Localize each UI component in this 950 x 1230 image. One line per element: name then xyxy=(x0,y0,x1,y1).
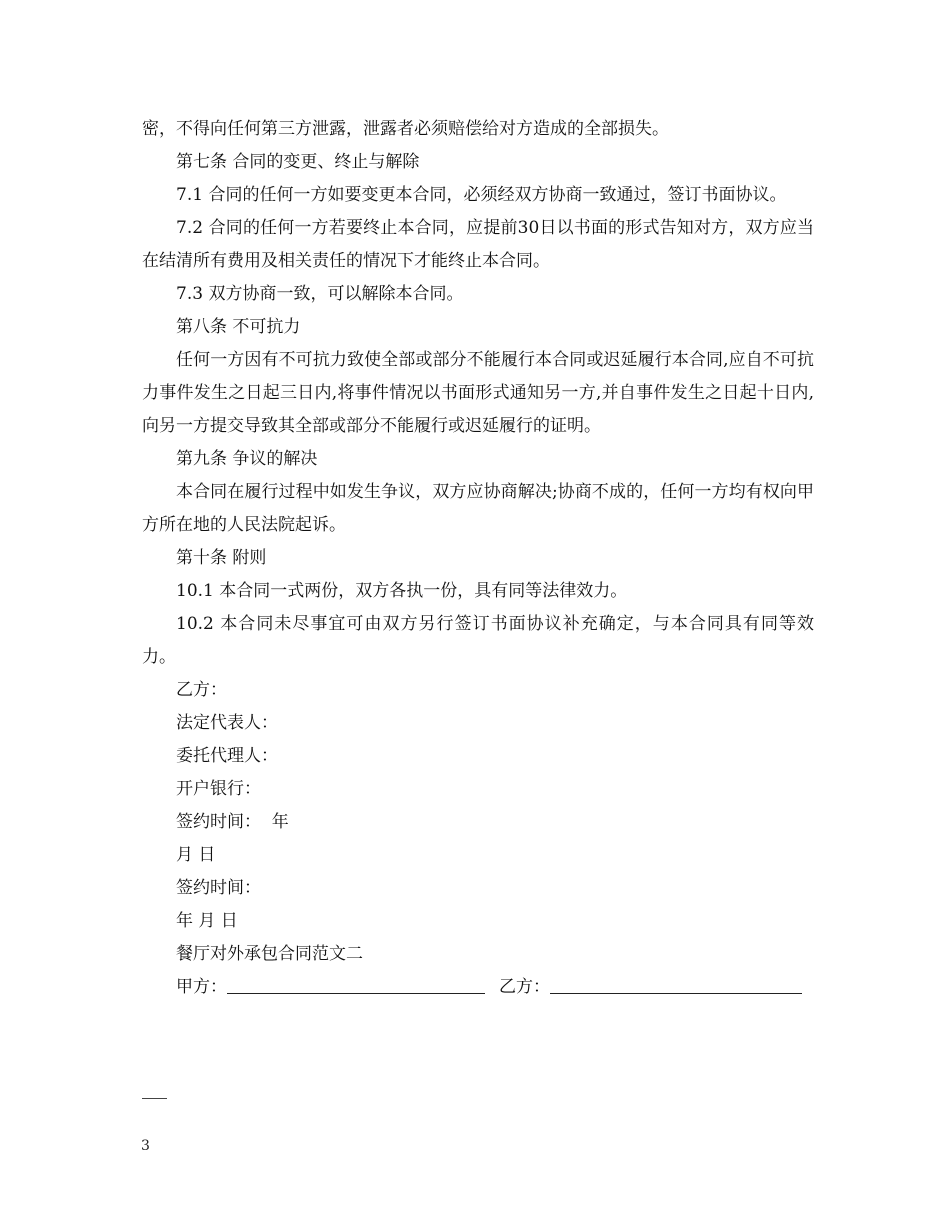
field-signing-time: 签约时间： 年 xyxy=(176,812,289,832)
document-body xyxy=(142,113,814,1004)
field-authorized-agent: 委托代理人： xyxy=(176,746,278,766)
clause-10-2: 10.2 本合同未尽事宜可由双方另行签订书面协议补充确定，与本合同具有同等效力。 xyxy=(142,614,814,667)
heading-sample-two: 餐厅对外承包合同范文二 xyxy=(176,944,363,964)
field-signing-time-2: 签约时间： xyxy=(176,878,261,898)
heading-article-10: 第十条 附则 xyxy=(176,548,267,568)
clause-7-1: 7.1 合同的任何一方如要变更本合同，必须经双方协商一致通过，签订书面协议。 xyxy=(176,185,787,205)
field-legal-representative: 法定代表人： xyxy=(176,713,278,733)
clause-7-3: 7.3 双方协商一致，可以解除本合同。 xyxy=(176,284,464,304)
heading-article-7: 第七条 合同的变更、终止与解除 xyxy=(176,152,420,172)
paragraph-continued-confidentiality: 密，不得向任何第三方泄露，泄露者必须赔偿给对方造成的全部损失。 xyxy=(142,119,669,139)
heading-article-9: 第九条 争议的解决 xyxy=(176,449,318,469)
paragraph-force-majeure: 任何一方因有不可抗力致使全部或部分不能履行本合同或迟延履行本合同,应自不可抗力事件发生之日起三日内,将事件情况以书面形式通知另一方,并自事件发生之日起十日内,向另一方提交导致其全部或部分不能履行或迟延履行的证明。 xyxy=(142,350,814,436)
clause-7-2: 7.2 合同的任何一方若要终止本合同，应提前30日以书面的形式告知对方，双方应当在结清所有费用及相关责任的情况下才能终止本合同。 xyxy=(142,218,814,271)
clause-10-1: 10.1 本合同一式两份，双方各执一份，具有同等法律效力。 xyxy=(176,581,628,601)
field-year-month-day: 年 月 日 xyxy=(176,911,238,931)
underline-continuation xyxy=(142,1098,167,1099)
party-b-blank xyxy=(550,973,802,994)
page-number: 3 xyxy=(141,1138,150,1154)
signature-line xyxy=(142,971,814,1004)
field-month-day: 月 日 xyxy=(176,845,216,865)
party-a-blank xyxy=(227,973,485,994)
field-bank: 开户银行： xyxy=(176,779,261,799)
heading-article-8: 第八条 不可抗力 xyxy=(176,317,301,337)
party-a-label: 甲方： xyxy=(176,977,227,997)
party-b-label: 乙方： xyxy=(499,977,550,997)
field-party-b: 乙方： xyxy=(176,680,227,700)
paragraph-dispute-resolution: 本合同在履行过程中如发生争议，双方应协商解决;协商不成的，任何一方均有权向甲方所在地的人民法院起诉。 xyxy=(142,482,814,535)
